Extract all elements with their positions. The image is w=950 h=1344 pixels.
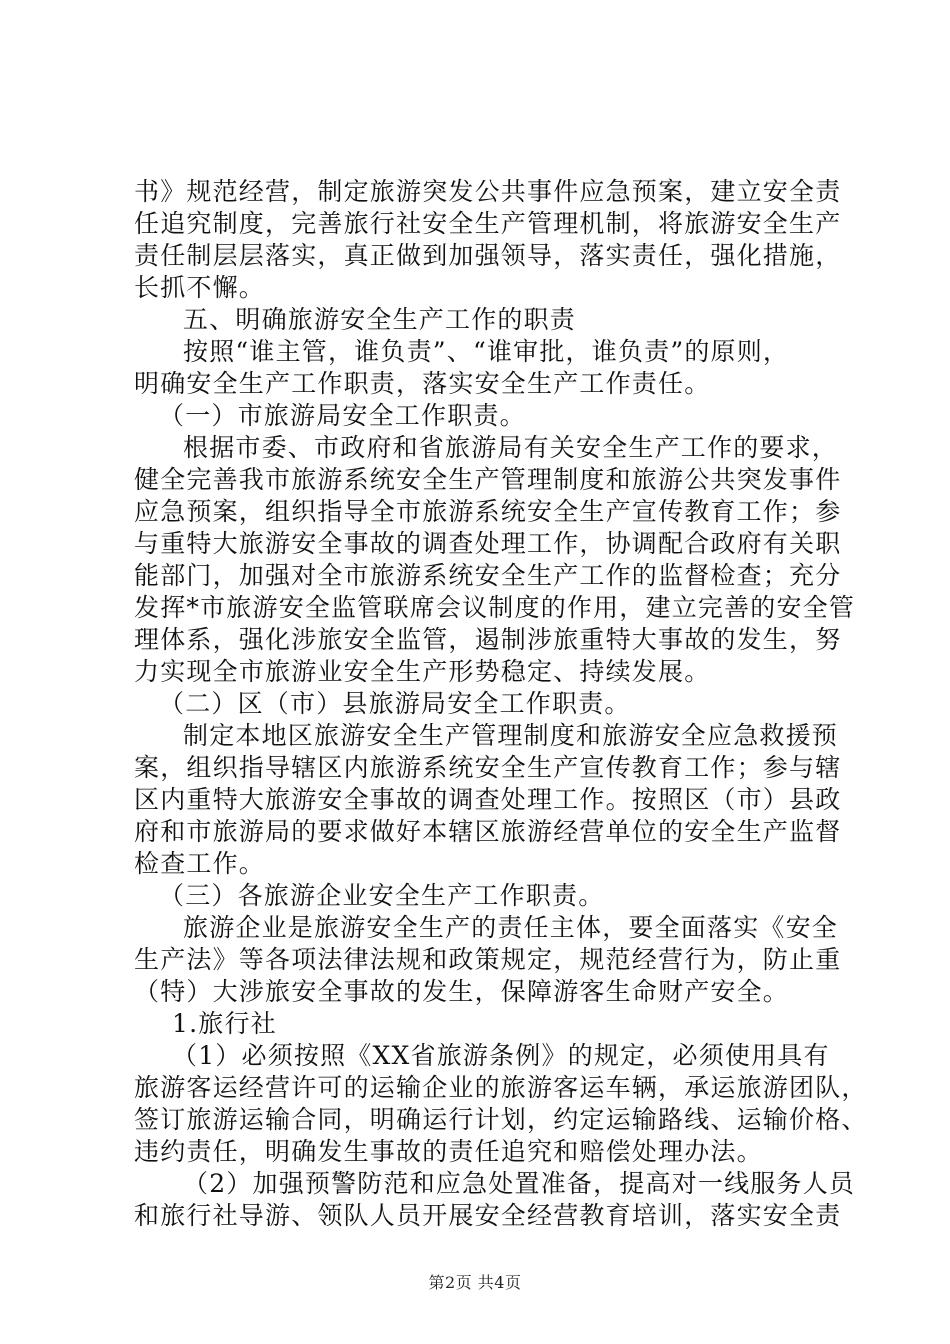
text-line: 任追究制度，完善旅行社安全生产管理机制，将旅游安全生产 bbox=[134, 209, 842, 238]
text-line: 与重特大旅游安全事故的调查处理工作，协调配合政府有关职 bbox=[134, 529, 842, 558]
subsection-heading: （二）区（市）县旅游局安全工作职责。 bbox=[159, 689, 631, 718]
text-line: 生产法》等各项法律法规和政策规定，规范经营行为，防止重 bbox=[134, 945, 842, 974]
text-line: （1）必须按照《XX省旅游条例》的规定，必须使用具有 bbox=[172, 1041, 830, 1070]
text-line: 旅游客运经营许可的运输企业的旅游客运车辆，承运旅游团队， bbox=[134, 1073, 868, 1102]
text-line: 按照“谁主管，谁负责”、“谁审批，谁负责”的原则， bbox=[183, 337, 790, 366]
subsection-heading: （一）市旅游局安全工作职责。 bbox=[159, 401, 526, 430]
page-footer: 第2页 共4页 bbox=[428, 1273, 522, 1292]
text-line: 根据市委、市政府和省旅游局有关安全生产工作的要求， bbox=[183, 433, 839, 462]
text-line: 府和市旅游局的要求做好本辖区旅游经营单位的安全生产监督 bbox=[134, 817, 842, 846]
text-line: 责任制层层落实，真正做到加强领导，落实责任，强化措施， bbox=[134, 241, 842, 270]
text-line: 签订旅游运输合同，明确运行计划，约定运输路线、运输价格、 bbox=[134, 1105, 868, 1134]
subsection-heading: （三）各旅游企业安全生产工作职责。 bbox=[159, 881, 605, 910]
text-line: 制定本地区旅游安全生产管理制度和旅游安全应急救援预 bbox=[183, 721, 839, 750]
text-line: 长抓不懈。 bbox=[134, 273, 266, 302]
text-line: 健全完善我市旅游系统安全生产管理制度和旅游公共突发事件 bbox=[134, 465, 842, 494]
item-heading: 1.旅行社 bbox=[172, 1009, 277, 1038]
text-line: （特）大涉旅安全事故的发生，保障游客生命财产安全。 bbox=[134, 977, 790, 1006]
text-line: 违约责任，明确发生事故的责任追究和赔偿处理办法。 bbox=[134, 1137, 763, 1166]
text-line: （2）加强预警防范和应急处置准备，提高对一线服务人员 bbox=[183, 1169, 856, 1198]
text-line: 书》规范经营，制定旅游突发公共事件应急预案，建立安全责 bbox=[134, 177, 842, 206]
text-line: 旅游企业是旅游安全生产的责任主体，要全面落实《安全 bbox=[183, 913, 839, 942]
section-heading: 五、明确旅游安全生产工作的职责 bbox=[183, 305, 577, 334]
text-line: 和旅行社导游、领队人员开展安全经营教育培训，落实安全责 bbox=[134, 1201, 842, 1230]
text-line: 明确安全生产工作职责，落实安全生产工作责任。 bbox=[134, 369, 711, 398]
text-line: 应急预案，组织指导全市旅游系统安全生产宣传教育工作；参 bbox=[134, 497, 842, 526]
text-line: 能部门，加强对全市旅游系统安全生产工作的监督检查；充分 bbox=[134, 561, 842, 590]
text-line: 案，组织指导辖区内旅游系统安全生产宣传教育工作；参与辖 bbox=[134, 753, 842, 782]
text-line: 检查工作。 bbox=[134, 849, 266, 878]
text-line: 区内重特大旅游安全事故的调查处理工作。按照区（市）县政 bbox=[134, 785, 842, 814]
text-line: 力实现全市旅游业安全生产形势稳定、持续发展。 bbox=[134, 657, 711, 686]
text-line: 理体系，强化涉旅安全监管，遏制涉旅重特大事故的发生，努 bbox=[134, 625, 842, 654]
text-line: 发挥*市旅游安全监管联席会议制度的作用，建立完善的安全管 bbox=[134, 593, 856, 622]
